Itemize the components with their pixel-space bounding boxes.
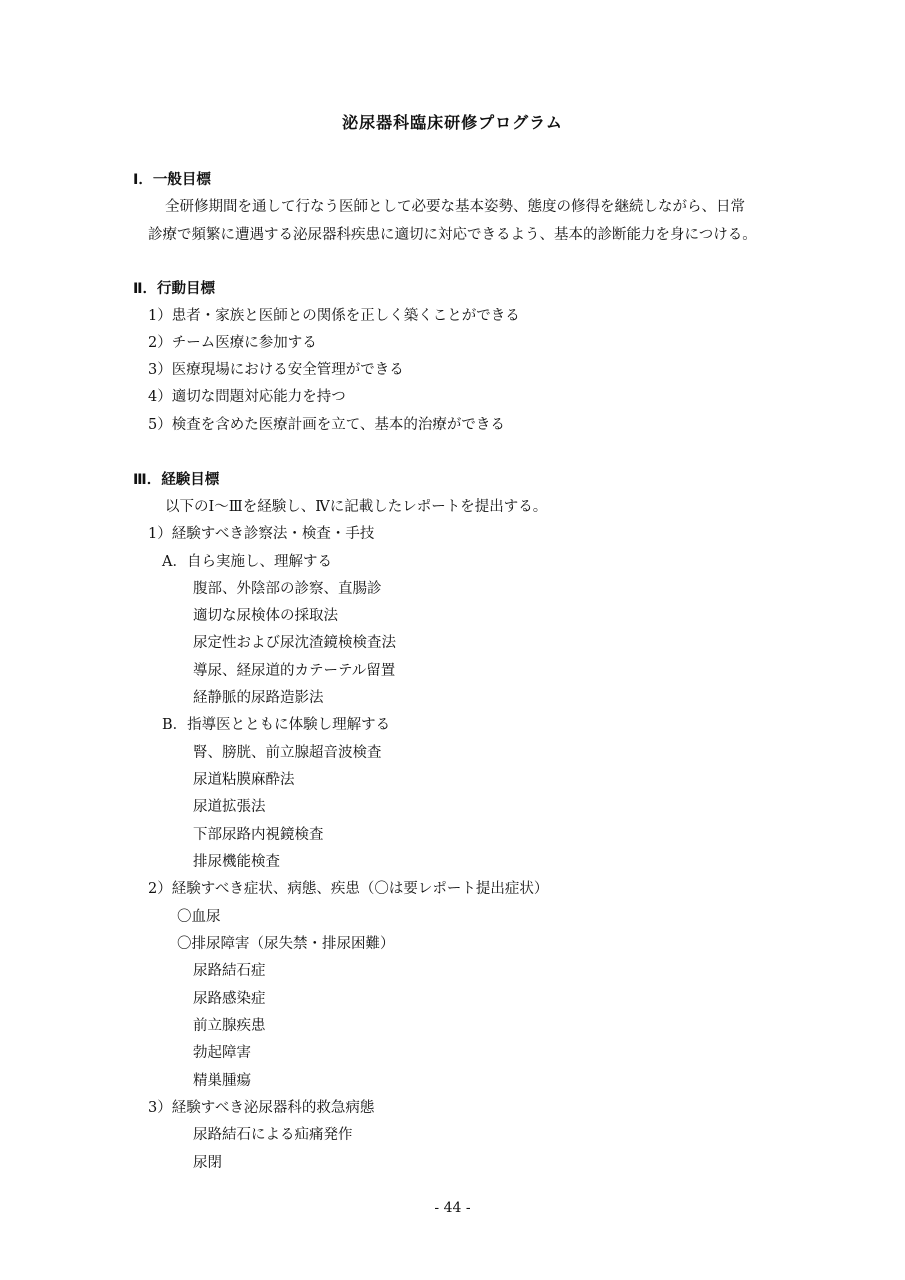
procedure-item: 腎、膀胱、前立腺超音波検査 (193, 745, 382, 761)
procedure-item: 導尿、経尿道的カテーテル留置 (193, 663, 396, 679)
procedure-item: 腹部、外陰部の診察、直腸診 (193, 581, 382, 597)
sub-2-label: 2）経験すべき症状、病態、疾患（〇は要レポート提出症状） (148, 881, 549, 897)
behavior-goal-item: 5）検査を含めた医療計画を立て、基本的治療ができる (148, 417, 505, 433)
procedure-item: 経静脈的尿路造影法 (193, 690, 324, 706)
procedure-item: 適切な尿検体の採取法 (193, 608, 338, 624)
procedure-item: 下部尿路内視鏡検査 (193, 827, 324, 843)
marked-symptom-item: 〇血尿 (177, 909, 221, 925)
disease-item: 尿路結石症 (193, 963, 266, 979)
behavior-goal-item: 1）患者・家族と医師との関係を正しく築くことができる (148, 308, 520, 324)
disease-item: 尿路感染症 (193, 991, 266, 1007)
emergency-item: 尿路結石による疝痛発作 (193, 1127, 353, 1143)
section-3-intro: 以下のⅠ～Ⅲを経験し、Ⅳに記載したレポートを提出する。 (165, 499, 548, 515)
section-3-heading: Ⅲ．経験目標 (133, 472, 220, 488)
sub-1-a-label: A．自ら実施し、理解する (162, 554, 332, 570)
procedure-item: 尿定性および尿沈渣鏡検検査法 (193, 635, 396, 651)
disease-item: 勃起障害 (193, 1045, 251, 1061)
behavior-goal-item: 4）適切な問題対応能力を持つ (148, 389, 346, 405)
page-number: - 44 - (434, 1200, 471, 1216)
sub-3-label: 3）経験すべき泌尿器科的救急病態 (148, 1100, 375, 1116)
marked-symptom-item: 〇排尿障害（尿失禁・排尿困難） (177, 936, 395, 952)
procedure-item: 排尿機能検査 (193, 854, 280, 870)
sub-1-label: 1）経験すべき診察法・検査・手技 (148, 526, 375, 542)
section-1-paragraph-line-1: 全研修期間を通して行なう医師として必要な基本姿勢、態度の修得を継続しながら、日常 (165, 199, 745, 215)
procedure-item: 尿道粘膜麻酔法 (193, 772, 295, 788)
page-title: 泌尿器科臨床研修プログラム (342, 113, 563, 132)
section-1-heading: Ⅰ．一般目標 (133, 172, 211, 188)
behavior-goal-item: 3）医療現場における安全管理ができる (148, 362, 404, 378)
section-2-heading: Ⅱ．行動目標 (133, 281, 216, 297)
sub-1-b-label: B．指導医とともに体験し理解する (162, 717, 391, 733)
procedure-item: 尿道拡張法 (193, 799, 266, 815)
section-1-paragraph-line-2: 診療で頻繁に遭遇する泌尿器科疾患に適切に対応できるよう、基本的診断能力を身につける。 (148, 227, 757, 243)
disease-item: 精巣腫瘍 (193, 1073, 251, 1089)
disease-item: 前立腺疾患 (193, 1018, 266, 1034)
behavior-goal-item: 2）チーム医療に参加する (148, 335, 317, 351)
emergency-item: 尿閉 (193, 1155, 222, 1171)
